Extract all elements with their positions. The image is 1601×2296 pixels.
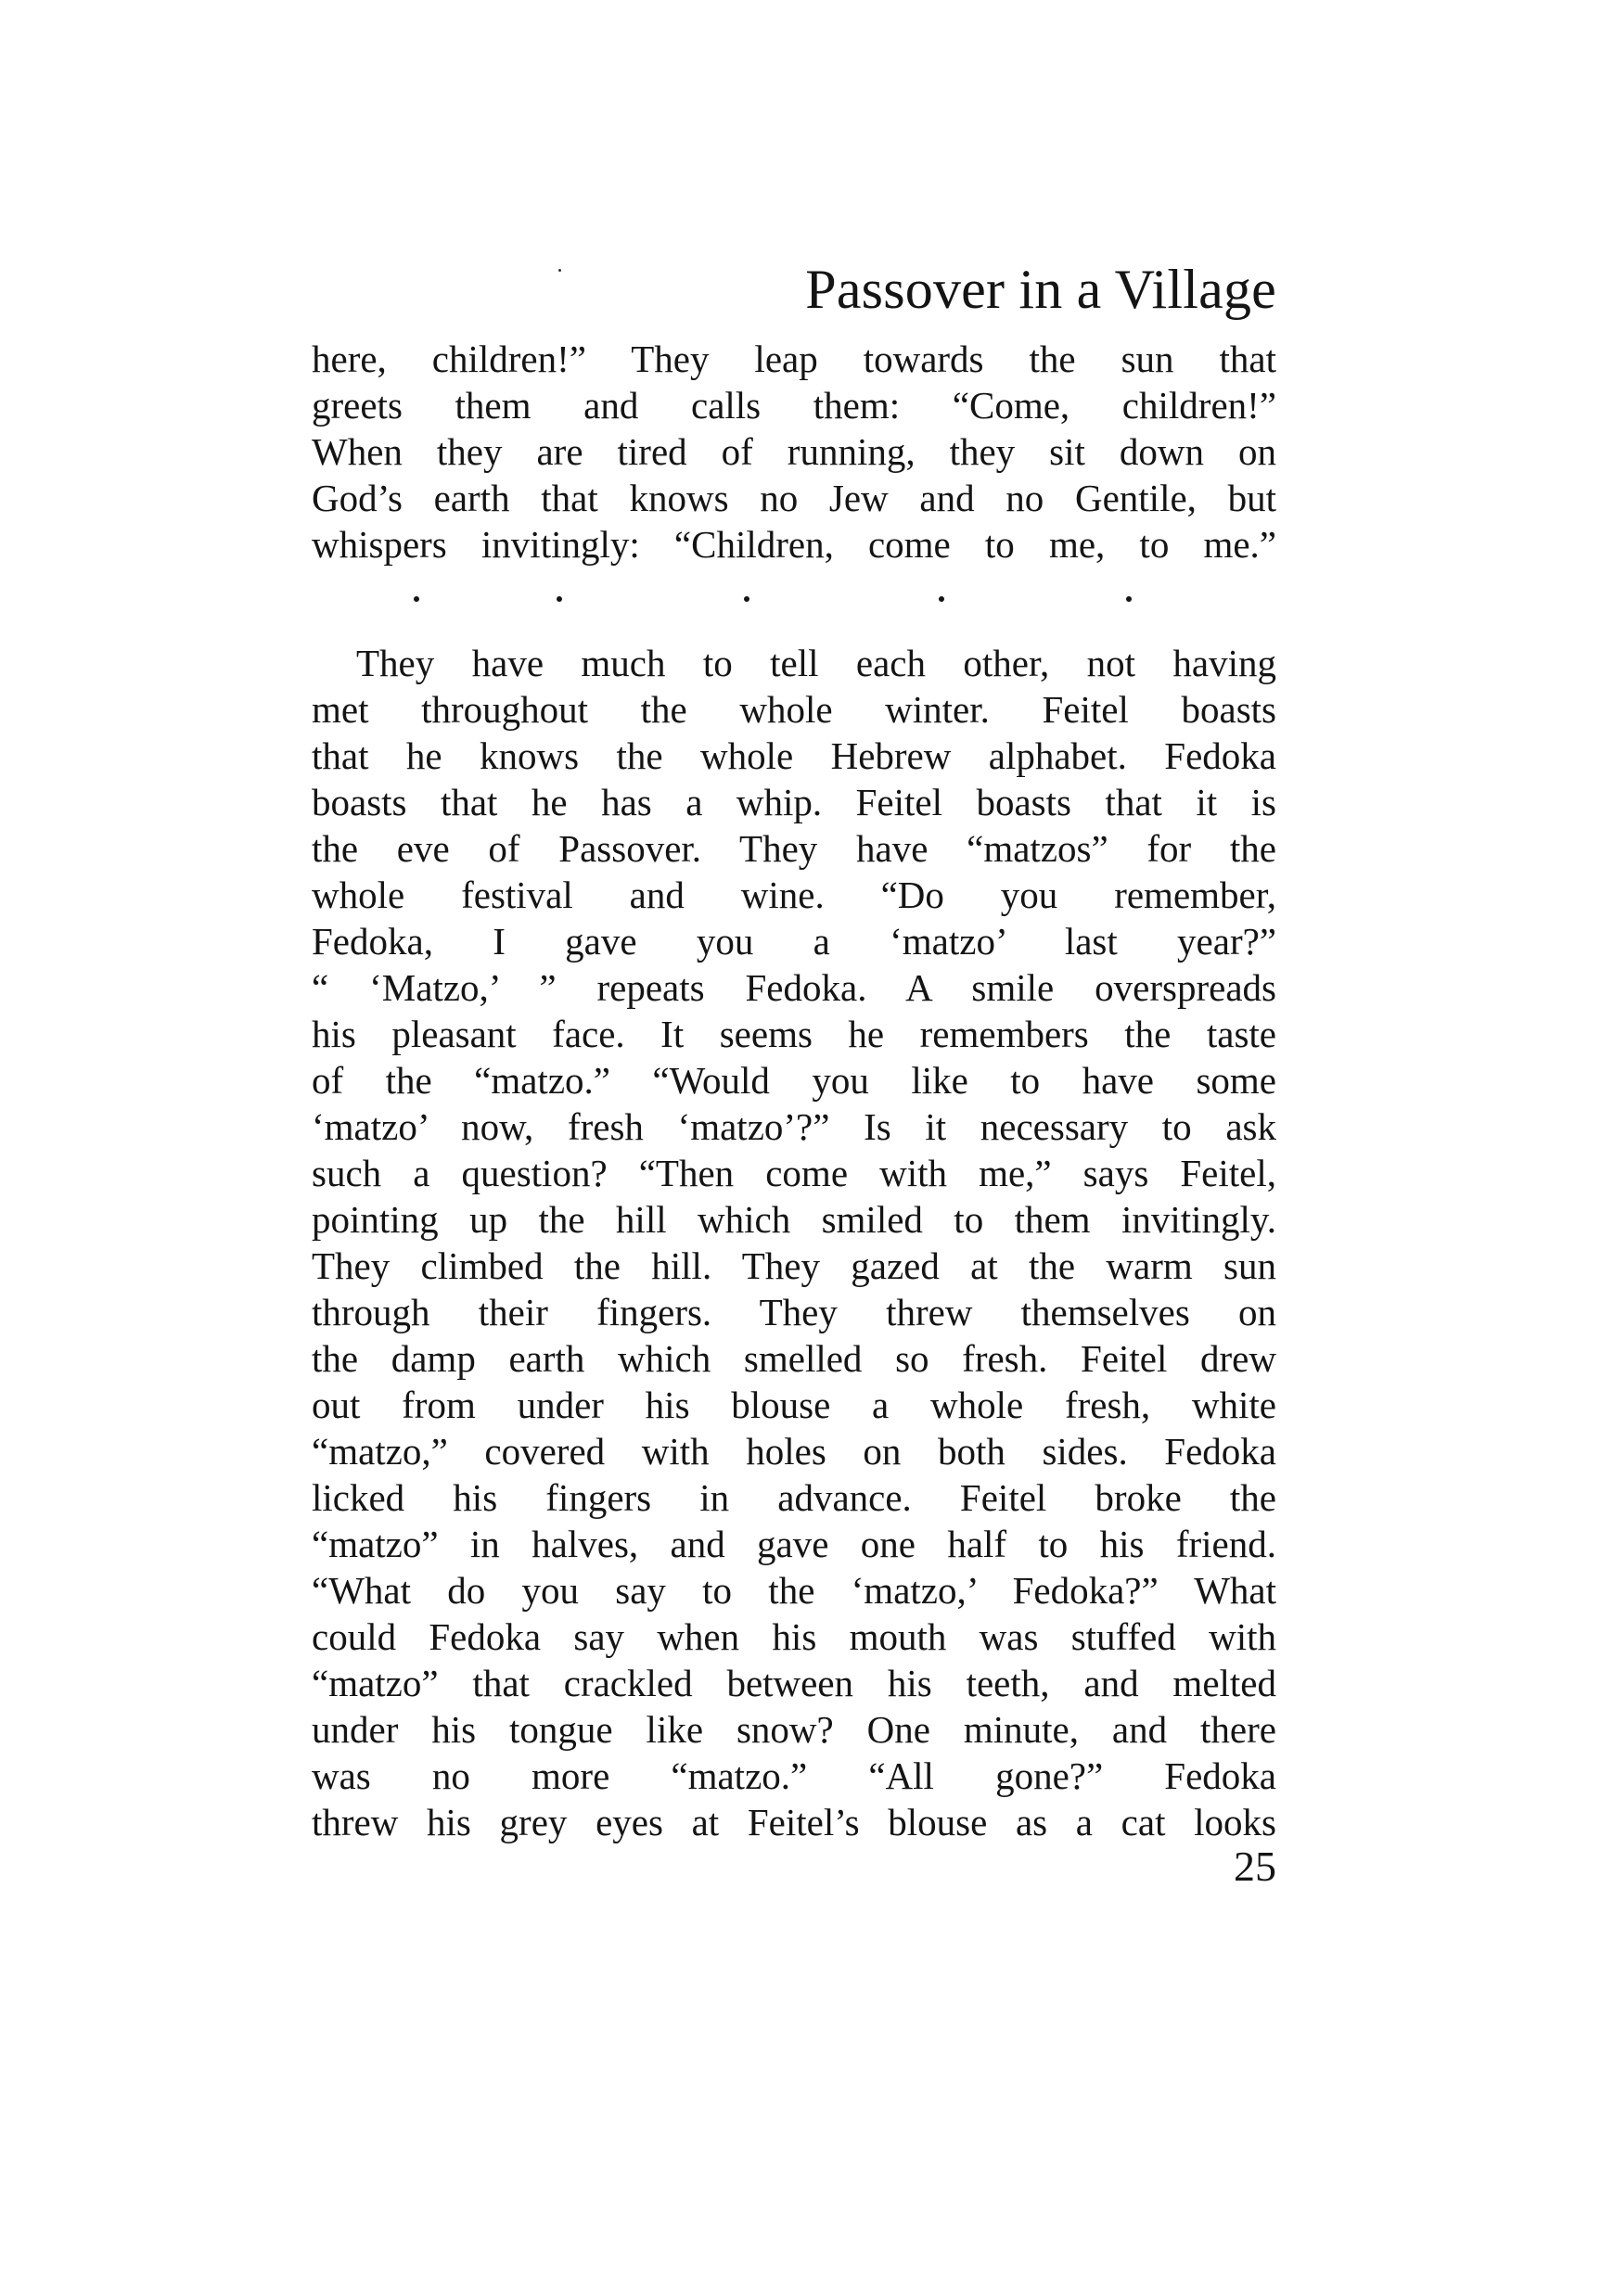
paragraph-2	[312, 640, 1276, 1845]
text-line: whole festival and wine. “Do you remember,	[312, 874, 1276, 916]
text-line: “What do you say to the ‘matzo,’ Fedoka?” What	[312, 1569, 1276, 1612]
text-line: whispers invitingly: “Children, come to me, to me.”	[312, 523, 1276, 566]
text-line: the eve of Passover. They have “matzos” for the	[312, 827, 1276, 870]
section-break-dot	[939, 596, 944, 602]
text-line: was no more “matzo.” “All gone?” Fedoka	[312, 1754, 1276, 1797]
text-line: met throughout the whole winter. Feitel boasts	[312, 688, 1276, 731]
text-line: Fedoka, I gave you a ‘matzo’ last year?”	[312, 920, 1276, 963]
page-number: 25	[1234, 1843, 1276, 1890]
text-line: greets them and calls them: “Come, children!”	[312, 384, 1276, 427]
text-line: boasts that he has a whip. Feitel boasts that it is	[312, 781, 1276, 823]
text-line: God’s earth that knows no Jew and no Gentile, but	[312, 477, 1276, 519]
text-line: under his tongue like snow? One minute, and there	[312, 1708, 1276, 1751]
section-break-dot	[1126, 596, 1132, 602]
text-line: the damp earth which smelled so fresh. Feitel drew	[312, 1337, 1276, 1380]
text-line: out from under his blouse a whole fresh, white	[312, 1384, 1276, 1426]
text-line: They have much to tell each other, not having	[356, 642, 1276, 684]
section-break-dot	[557, 596, 562, 602]
text-line: through their fingers. They threw themselves on	[312, 1291, 1276, 1333]
paragraph-1	[312, 336, 1276, 568]
text-line: such a question? “Then come with me,” says Feitel,	[312, 1152, 1276, 1194]
text-line: could Fedoka say when his mouth was stuffed with	[312, 1615, 1276, 1658]
text-line: “ ‘Matzo,’ ” repeats Fedoka. A smile overspreads	[312, 966, 1276, 1009]
text-line: here, children!” They leap towards the sun that	[312, 338, 1276, 380]
text-line: pointing up the hill which smiled to them invitingly.	[312, 1198, 1276, 1241]
text-line: “matzo,” covered with holes on both sides. Fedoka	[312, 1430, 1276, 1473]
running-head: Passover in a Village	[805, 259, 1276, 320]
text-line: ‘matzo’ now, fresh ‘matzo’?” Is it necessary to ask	[312, 1105, 1276, 1148]
text-line: his pleasant face. It seems he remembers the taste	[312, 1013, 1276, 1055]
stray-ink-dot	[558, 269, 561, 272]
text-line: threw his grey eyes at Feitel’s blouse as a cat looks	[312, 1801, 1276, 1843]
text-line: “matzo” in halves, and gave one half to his friend.	[312, 1523, 1276, 1565]
section-break-dot	[414, 596, 419, 602]
text-line: that he knows the whole Hebrew alphabet. Fedoka	[312, 734, 1276, 777]
text-line: “matzo” that crackled between his teeth, and melted	[312, 1662, 1276, 1704]
text-line: of the “matzo.” “Would you like to have some	[312, 1059, 1276, 1102]
text-line: licked his fingers in advance. Feitel broke the	[312, 1476, 1276, 1519]
section-break-dot	[744, 596, 749, 602]
text-line: They climbed the hill. They gazed at the warm sun	[312, 1244, 1276, 1287]
text-line: When they are tired of running, they sit down on	[312, 430, 1276, 473]
section-break-dots	[312, 587, 1276, 606]
